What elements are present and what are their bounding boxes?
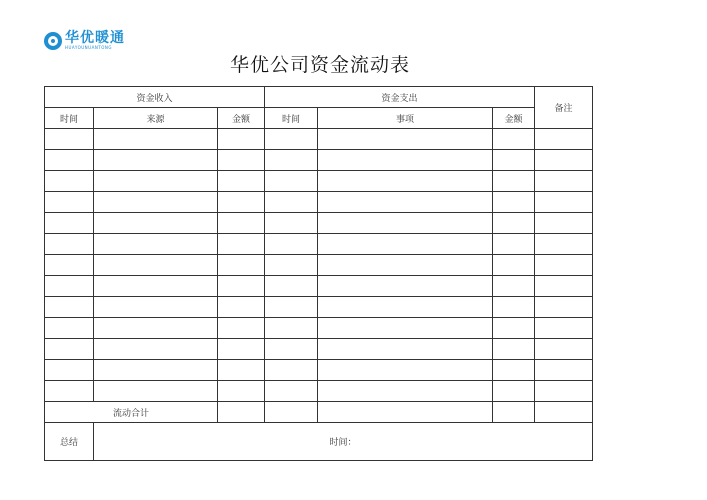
row-expense-item-cell[interactable] xyxy=(318,360,493,381)
row-income-amount-cell[interactable] xyxy=(218,297,265,318)
table-row xyxy=(45,381,593,402)
row-source-cell[interactable] xyxy=(94,192,218,213)
income-time-header: 时间 xyxy=(45,108,94,129)
table-row xyxy=(45,213,593,234)
row-expense-time-cell[interactable] xyxy=(265,150,318,171)
row-remarks-cell[interactable] xyxy=(535,318,593,339)
row-income-amount-cell[interactable] xyxy=(218,276,265,297)
row-expense-amount-cell[interactable] xyxy=(493,276,535,297)
table-row xyxy=(45,234,593,255)
remarks-header: 备注 xyxy=(535,87,593,129)
row-remarks-cell[interactable] xyxy=(535,234,593,255)
row-remarks-cell[interactable] xyxy=(535,276,593,297)
row-expense-amount-cell[interactable] xyxy=(493,255,535,276)
expense-total-cell[interactable] xyxy=(493,402,535,423)
row-expense-item-cell[interactable] xyxy=(318,255,493,276)
row-expense-item-cell[interactable] xyxy=(318,276,493,297)
income-total-cell[interactable] xyxy=(218,402,265,423)
page-title: 华优公司资金流动表 xyxy=(229,54,410,76)
row-expense-item-cell[interactable] xyxy=(318,150,493,171)
cash-flow-table xyxy=(44,86,593,461)
income-source-header: 来源 xyxy=(94,108,218,129)
row-expense-time-cell[interactable] xyxy=(265,255,318,276)
row-expense-item-cell[interactable] xyxy=(318,381,493,402)
row-remarks-cell[interactable] xyxy=(535,192,593,213)
row-expense-amount-cell[interactable] xyxy=(493,150,535,171)
table-row xyxy=(45,297,593,318)
row-time-cell[interactable] xyxy=(45,381,94,402)
table-row xyxy=(45,255,593,276)
row-income-amount-cell[interactable] xyxy=(218,234,265,255)
row-expense-time-cell[interactable] xyxy=(265,360,318,381)
row-expense-time-cell[interactable] xyxy=(265,129,318,150)
row-expense-amount-cell[interactable] xyxy=(493,339,535,360)
expense-amount-header: 金额 xyxy=(493,108,535,129)
row-source-cell[interactable] xyxy=(94,381,218,402)
row-income-amount-cell[interactable] xyxy=(218,129,265,150)
row-time-cell[interactable] xyxy=(45,255,94,276)
row-expense-time-cell[interactable] xyxy=(265,192,318,213)
logo-brand-cn: 华优暖通 xyxy=(65,30,125,46)
row-expense-amount-cell[interactable] xyxy=(493,234,535,255)
row-expense-amount-cell[interactable] xyxy=(493,213,535,234)
row-expense-time-cell[interactable] xyxy=(265,171,318,192)
row-source-cell[interactable] xyxy=(94,150,218,171)
row-expense-item-cell[interactable] xyxy=(318,213,493,234)
row-remarks-cell[interactable] xyxy=(535,171,593,192)
row-expense-time-cell[interactable] xyxy=(265,318,318,339)
table-row xyxy=(45,276,593,297)
row-time-cell[interactable] xyxy=(45,192,94,213)
expense-time-header: 时间 xyxy=(265,108,318,129)
company-logo xyxy=(44,31,125,50)
row-time-cell[interactable] xyxy=(45,234,94,255)
income-amount-header: 金额 xyxy=(218,108,265,129)
row-income-amount-cell[interactable] xyxy=(218,339,265,360)
row-expense-amount-cell[interactable] xyxy=(493,171,535,192)
logo-brand-en: HUAYOUNUANTONG xyxy=(65,45,112,50)
flow-total-label: 流动合计 xyxy=(45,402,218,423)
row-time-cell[interactable] xyxy=(45,318,94,339)
row-income-amount-cell[interactable] xyxy=(218,381,265,402)
row-time-cell[interactable] xyxy=(45,129,94,150)
summary-time-label: 时间： xyxy=(329,438,357,448)
row-source-cell[interactable] xyxy=(94,276,218,297)
row-income-amount-cell[interactable] xyxy=(218,213,265,234)
table-row xyxy=(45,318,593,339)
row-time-cell[interactable] xyxy=(45,171,94,192)
row-expense-time-cell[interactable] xyxy=(265,234,318,255)
row-income-amount-cell[interactable] xyxy=(218,192,265,213)
row-source-cell[interactable] xyxy=(94,339,218,360)
row-remarks-cell[interactable] xyxy=(535,255,593,276)
row-source-cell[interactable] xyxy=(94,171,218,192)
row-expense-item-cell[interactable] xyxy=(318,318,493,339)
row-expense-amount-cell[interactable] xyxy=(493,360,535,381)
expense-group-header: 资金支出 xyxy=(265,87,535,108)
row-source-cell[interactable] xyxy=(94,297,218,318)
row-income-amount-cell[interactable] xyxy=(218,360,265,381)
row-source-cell[interactable] xyxy=(94,213,218,234)
row-time-cell[interactable] xyxy=(45,360,94,381)
row-time-cell[interactable] xyxy=(45,150,94,171)
row-time-cell[interactable] xyxy=(45,213,94,234)
company-logo-icon xyxy=(44,32,62,50)
expense-total-time-cell[interactable] xyxy=(265,402,318,423)
row-source-cell[interactable] xyxy=(94,234,218,255)
row-source-cell[interactable] xyxy=(94,129,218,150)
row-income-amount-cell[interactable] xyxy=(218,318,265,339)
row-expense-item-cell[interactable] xyxy=(318,129,493,150)
row-remarks-cell[interactable] xyxy=(535,150,593,171)
row-income-amount-cell[interactable] xyxy=(218,255,265,276)
row-expense-time-cell[interactable] xyxy=(265,276,318,297)
row-expense-amount-cell[interactable] xyxy=(493,192,535,213)
table-row xyxy=(45,171,593,192)
total-remarks-cell[interactable] xyxy=(535,402,593,423)
row-expense-amount-cell[interactable] xyxy=(493,318,535,339)
row-expense-item-cell[interactable] xyxy=(318,297,493,318)
row-income-amount-cell[interactable] xyxy=(218,150,265,171)
row-expense-time-cell[interactable] xyxy=(265,297,318,318)
row-source-cell[interactable] xyxy=(94,318,218,339)
row-expense-time-cell[interactable] xyxy=(265,381,318,402)
row-expense-item-cell[interactable] xyxy=(318,171,493,192)
row-expense-amount-cell[interactable] xyxy=(493,297,535,318)
table-row xyxy=(45,339,593,360)
table-row xyxy=(45,360,593,381)
row-expense-item-cell[interactable] xyxy=(318,234,493,255)
row-remarks-cell[interactable] xyxy=(535,360,593,381)
row-income-amount-cell[interactable] xyxy=(218,171,265,192)
table-row xyxy=(45,192,593,213)
table-row xyxy=(45,150,593,171)
income-group-header: 资金收入 xyxy=(45,87,265,108)
row-expense-time-cell[interactable] xyxy=(265,339,318,360)
expense-item-header: 事项 xyxy=(318,108,493,129)
row-remarks-cell[interactable] xyxy=(535,381,593,402)
row-time-cell[interactable] xyxy=(45,339,94,360)
row-remarks-cell[interactable] xyxy=(535,213,593,234)
row-remarks-cell[interactable] xyxy=(535,129,593,150)
table-row xyxy=(45,129,593,150)
row-time-cell[interactable] xyxy=(45,297,94,318)
row-expense-amount-cell[interactable] xyxy=(493,381,535,402)
row-time-cell[interactable] xyxy=(45,276,94,297)
expense-total-item-cell[interactable] xyxy=(318,402,493,423)
summary-cell[interactable] xyxy=(94,423,593,461)
row-source-cell[interactable] xyxy=(94,360,218,381)
row-expense-amount-cell[interactable] xyxy=(493,129,535,150)
row-remarks-cell[interactable] xyxy=(535,339,593,360)
summary-label: 总结 xyxy=(45,423,94,461)
row-expense-time-cell[interactable] xyxy=(265,213,318,234)
row-source-cell[interactable] xyxy=(94,255,218,276)
row-remarks-cell[interactable] xyxy=(535,297,593,318)
row-expense-item-cell[interactable] xyxy=(318,339,493,360)
row-expense-item-cell[interactable] xyxy=(318,192,493,213)
